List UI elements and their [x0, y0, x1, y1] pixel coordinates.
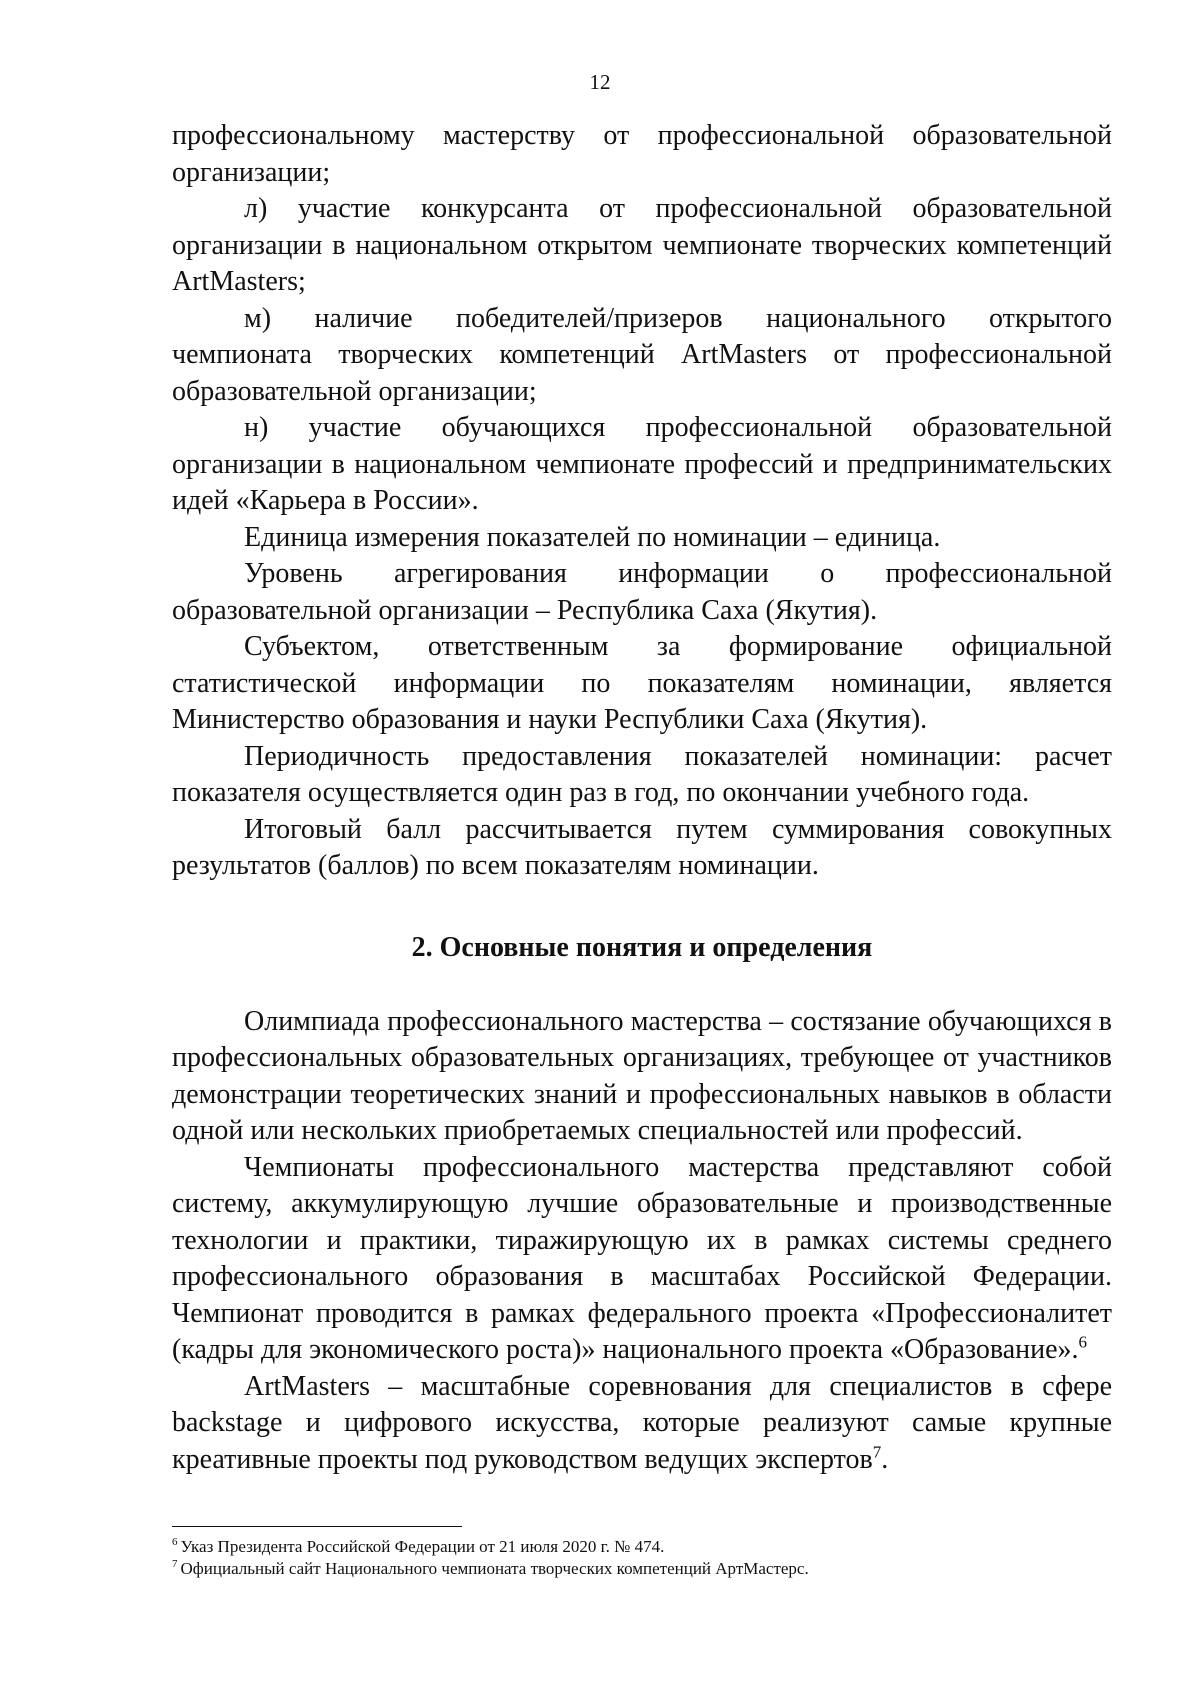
list-item-n: н) участие обучающихся профессиональной образовательной организации в национальном чемпионате профессий и предпринимательских идей «Карьера в России».: [172, 412, 1112, 516]
footnote-mark: 6: [172, 1536, 178, 1549]
list-item-l: л) участие конкурсанта от профессиональной образовательной организации в национальном открытом чемпионате творческих компетенций ArtMasters;: [172, 193, 1112, 297]
paragraph-unit: Единица измерения показателей по номинации – единица.: [244, 521, 941, 553]
list-item-m: м) наличие победителей/призеров национального открытого чемпионата творческих компетенций ArtMasters от профессиональной образовательной организации;: [172, 302, 1112, 407]
paragraph-championships-definition: [172, 1150, 1112, 1369]
paragraph-aggregation-level: Уровень агрегирования информации о профессиональной образовательной организации – Республика Саха (Якутия).: [172, 558, 1112, 626]
paragraph-continuation: профессиональному мастерству от профессиональной образовательной организации;: [172, 120, 1112, 188]
paragraph-artmasters-text: ArtMasters – масштабные соревнования для специалистов в сфере backstage и цифрового искусства, которые реализуют самые крупные креативные проекты под руководством ведущих экспертов: [172, 1370, 1112, 1475]
footnote-ref-7[interactable]: 7: [872, 1442, 882, 1462]
paragraph-periodicity: Периодичность предоставления показателей номинации: расчет показателя осуществляется один раз в год, по окончании учебного года.: [172, 740, 1112, 808]
paragraph-olympiad-definition: Олимпиада профессионального мастерства – состязание обучающихся в профессиональных образовательных организациях, требующее от участников демонстрации теоретических знаний и профессиональных навыков в области одной или нескольких приобретаемых специальностей или профессий.: [172, 1005, 1112, 1146]
footnotes: [172, 1536, 1112, 1580]
paragraph-artmasters-definition: [172, 1369, 1112, 1479]
paragraph-total-score: Итоговый балл рассчитывается путем суммирования совокупных результатов (баллов) по всем показателям номинации.: [172, 813, 1112, 881]
footnote-mark: 7: [172, 1558, 178, 1571]
footnote-text: Официальный сайт Национального чемпионата творческих компетенций АртМастерс.: [180, 1559, 809, 1578]
paragraph-artmasters-end: .: [881, 1443, 889, 1475]
footnote-ref-6[interactable]: 6: [1078, 1332, 1088, 1352]
page-number: 12: [589, 70, 611, 94]
paragraph-championships-text: Чемпионаты профессионального мастерства представляют собой систему, аккумулирующую лучшие образовательные и производственные технологии и практики, тиражирующую их в рамках системы среднего профессионального образования в масштабах Российской Федерации. Чемпионат проводится в рамках федерального проекта «Профессионалитет (кадры для экономического роста)» национального проекта «Образование».: [172, 1151, 1112, 1365]
body-text: [172, 118, 1112, 1478]
footnote-divider: [172, 1526, 462, 1527]
section-heading: 2. Основные понятия и определения: [411, 931, 873, 963]
footnote-text: Указ Президента Российской Федерации от 21 июля 2020 г. № 474.: [180, 1537, 665, 1556]
paragraph-responsible-subject: Субъектом, ответственным за формирование официальной статистической информации по показателям номинации, является Министерство образования и науки Республики Саха (Якутия).: [172, 631, 1112, 735]
footnote-6: [172, 1536, 1112, 1558]
footnote-7: [172, 1558, 1112, 1580]
